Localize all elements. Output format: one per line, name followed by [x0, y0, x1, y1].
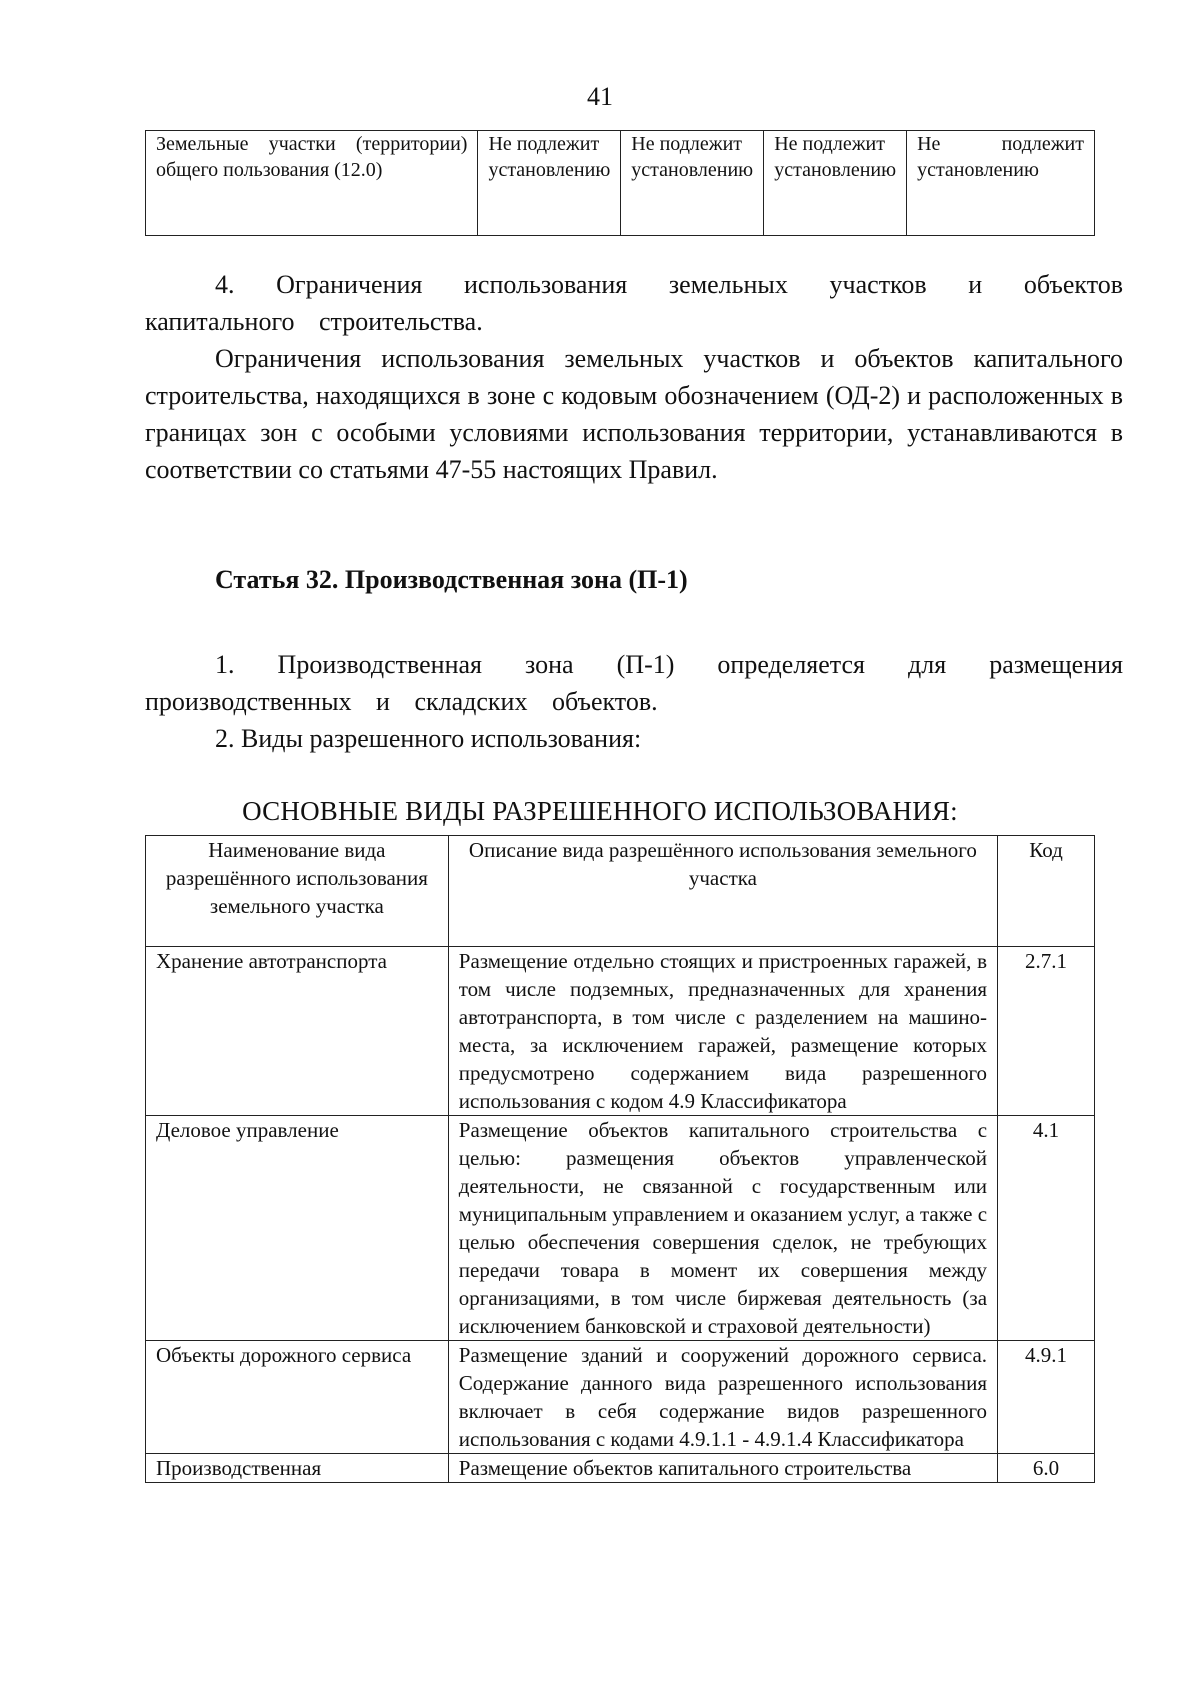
cell-use-name: Хранение автотранспорта: [146, 947, 449, 1116]
cell-value: Не подлежит установлению: [478, 131, 621, 236]
cell-value: Не подлежит установлению: [764, 131, 907, 236]
cell-use-description: Размещение зданий и сооружений дорожного сервиса. Содержание данного вида разрешенного использования включает в себя содержание видов разрешенного использования с кодами 4.9.1.1 - 4.9.1.4 Классификатора: [448, 1341, 997, 1454]
cell-use-code: 2.7.1: [998, 947, 1095, 1116]
table-row: [146, 1116, 1095, 1341]
permitted-use-table: [145, 835, 1095, 1483]
cell-zone-name: Земельные участки (территории) общего пользования (12.0): [146, 131, 478, 236]
table-title: ОСНОВНЫЕ ВИДЫ РАЗРЕШЕННОГО ИСПОЛЬЗОВАНИЯ:: [242, 796, 958, 826]
cell-use-code: 4.9.1: [998, 1341, 1095, 1454]
cell-use-name: Деловое управление: [146, 1116, 449, 1341]
header-code: Код: [998, 836, 1095, 947]
cell-use-description: Размещение отдельно стоящих и пристроенных гаражей, в том числе подземных, предназначенных для хранения автотранспорта, в том числе с разделением на машино-места, за исключением гаражей, размещение которых предусмотрено содержанием вида разрешенного использования с кодом 4.9 Классификатора: [448, 947, 997, 1116]
table-row: [146, 131, 1095, 236]
section4-title: 4. Ограничения использования земельных участков и объектов капитального строительства.: [145, 270, 1123, 336]
cell-use-description: Размещение объектов капитального строительства с целью: размещения объектов управленческой деятельности, не связанной с государственным или муниципальным управлением и оказанием услуг, а также с целью обеспечения совершения сделок, не требующих передачи товара в момент их совершения между организациями, в том числе биржевая деятельность (за исключением банковской и страховой деятельности): [448, 1116, 997, 1341]
cell-use-description: Размещение объектов капитального строительства: [448, 1454, 997, 1483]
table-row: [146, 1341, 1095, 1454]
top-table: [145, 130, 1095, 236]
cell-value: Не подлежит установлению: [621, 131, 764, 236]
header-name: Наименование вида разрешённого использования земельного участка: [146, 836, 449, 947]
header-description: Описание вида разрешённого использования земельного участка: [448, 836, 997, 947]
article-paragraph-2: 2. Виды разрешенного использования:: [215, 724, 642, 753]
cell-use-code: 4.1: [998, 1116, 1095, 1341]
article-heading: Статья 32. Производственная зона (П-1): [215, 565, 688, 594]
page-number: 41: [587, 82, 613, 111]
cell-value: Не подлежит установлению: [907, 131, 1095, 236]
cell-use-name: Производственная: [146, 1454, 449, 1483]
section4-body: Ограничения использования земельных участков и объектов капитального строительства, находящихся в зоне с кодовым обозначением (ОД-2) и расположенных в границах зон с особыми условиями использования территории, устанавливаются в соответствии со статьями 47-55 настоящих Правил.: [145, 344, 1123, 484]
table-header-row: [146, 836, 1095, 947]
table-row: [146, 1454, 1095, 1483]
article-paragraph-1: 1. Производственная зона (П-1) определяется для размещения производственных и складских объектов.: [145, 650, 1123, 716]
table-row: [146, 947, 1095, 1116]
cell-use-code: 6.0: [998, 1454, 1095, 1483]
cell-use-name: Объекты дорожного сервиса: [146, 1341, 449, 1454]
